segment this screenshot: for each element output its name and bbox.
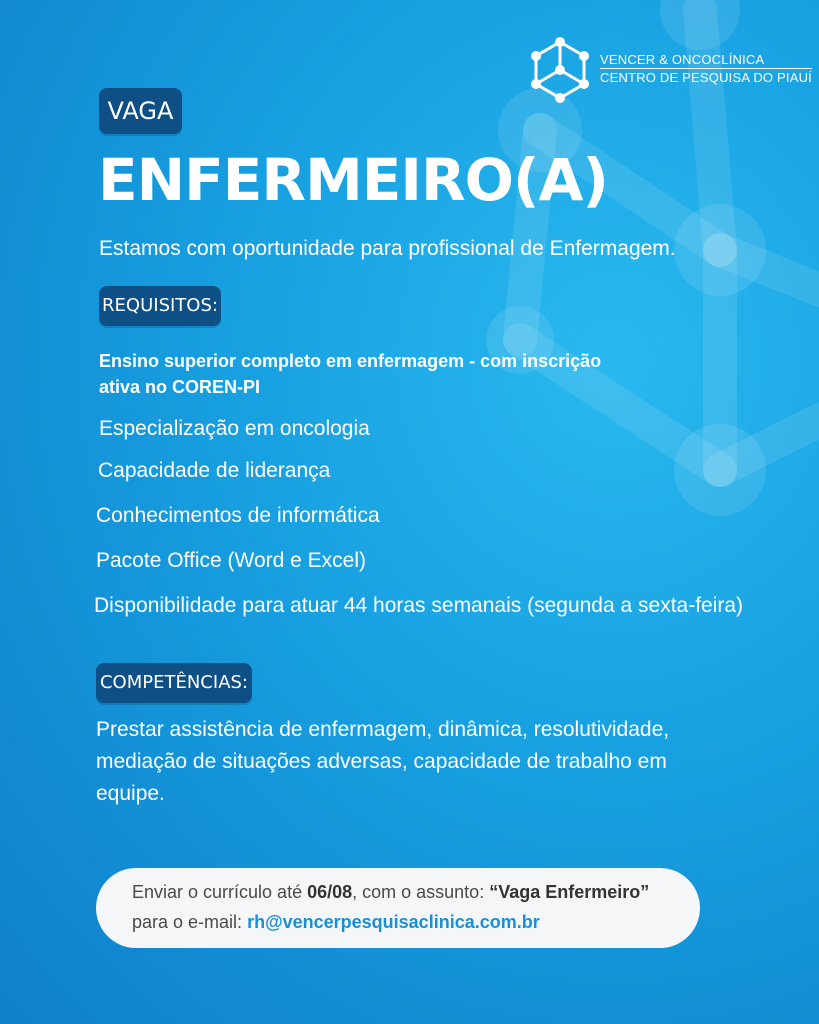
requirements-label: REQUISITOS:	[99, 286, 221, 326]
molecule-icon	[528, 36, 592, 106]
competencies-text: Prestar assistência de enfermagem, dinâmica, resolutividade, mediação de situações adversas, capacidade de trabalho em equipe.	[96, 718, 670, 805]
requirement-item: Especialização em oncologia	[99, 417, 370, 440]
job-subtitle: Estamos com oportunidade para profissional de Enfermagem.	[99, 237, 676, 260]
contact-line-1	[132, 878, 649, 906]
contact-line-2	[132, 908, 540, 936]
deadline-date: 06/08	[307, 882, 353, 902]
subject-prefix: , com o assunto:	[352, 882, 490, 902]
brand-logo	[528, 36, 812, 106]
requirement-item: Capacidade de liderança	[98, 459, 331, 482]
email-subject: “Vaga Enfermeiro”	[489, 882, 650, 902]
requirement-item: Conhecimentos de informática	[96, 504, 380, 527]
vaga-tag: VAGA	[99, 88, 182, 134]
contact-box	[96, 868, 700, 948]
send-prefix: Enviar o currículo até	[132, 882, 308, 902]
competencies-label: COMPETÊNCIAS:	[96, 663, 252, 703]
requirement-item: Ensino superior completo em enfermagem - com inscrição ativa no COREN-PI	[99, 351, 602, 397]
email-prefix: para o e-mail:	[132, 912, 248, 932]
job-title: ENFERMEIRO(A)	[98, 146, 608, 214]
brand-line2: CENTRO DE PESQUISA DO PIAUÍ	[600, 70, 812, 85]
contact-email-link[interactable]: rh@vencerpesquisaclinica.com.br	[247, 912, 540, 932]
requirement-item: Pacote Office (Word e Excel)	[96, 549, 366, 572]
requirement-item: Disponibilidade para atuar 44 horas semanais (segunda a sexta-feira)	[94, 594, 744, 617]
brand-line1: VENCER & ONCOCLÍNICA	[600, 52, 765, 67]
brand-name	[600, 52, 812, 86]
